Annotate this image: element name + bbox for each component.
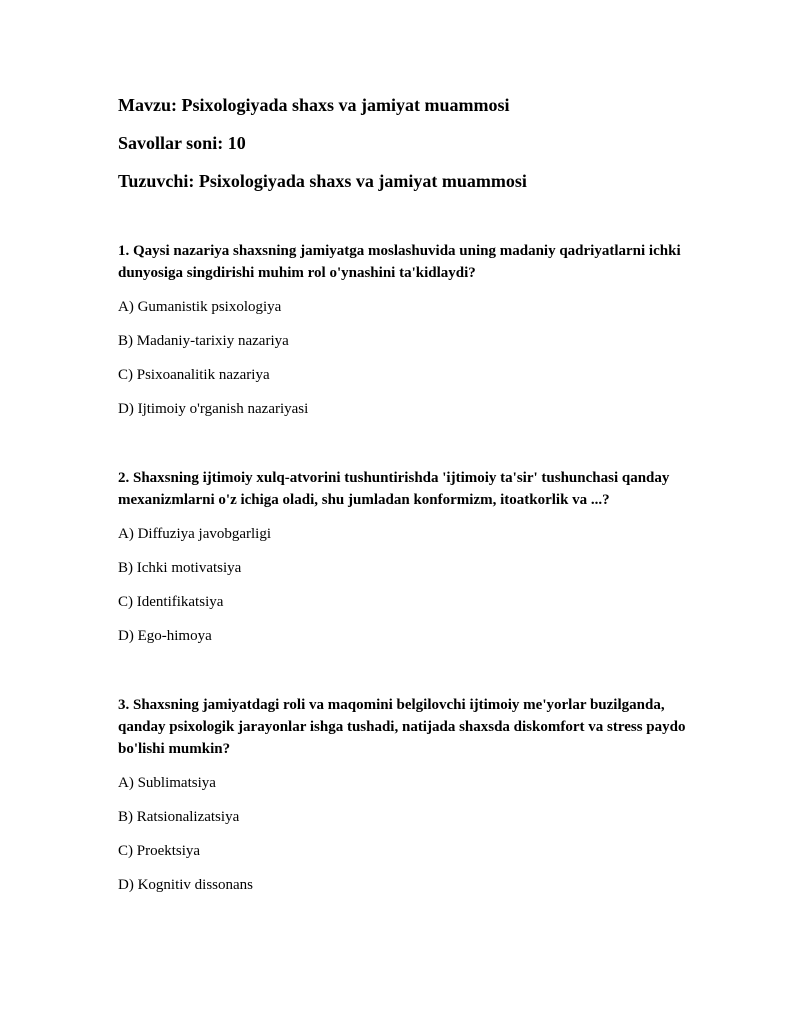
topic-heading: Mavzu: Psixologiyada shaxs va jamiyat muammosi (118, 95, 510, 115)
question-text: 1. Qaysi nazariya shaxsning jamiyatga moslashuvida uning madaniy qadriyatlarni ichki dunyosiga singdirishi muhim rol o'ynashini ta'kidlaydi? (118, 243, 681, 281)
author-heading: Tuzuvchi: Psixologiyada shaxs va jamiyat muammosi (118, 171, 527, 191)
option-a: A) Diffuziya javobgarligi (118, 526, 272, 542)
option-c: C) Proektsiya (118, 843, 201, 859)
option-d: D) Ego-himoya (118, 628, 212, 644)
question-2 (118, 467, 688, 647)
option-c: C) Identifikatsiya (118, 594, 224, 610)
question-text: 3. Shaxsning jamiyatdagi roli va maqomini belgilovchi ijtimoiy me'yorlar buzilganda, qanday psixologik jarayonlar ishga tushadi, natijada shaxsda diskomfort va stress paydo bo'lishi mumkin? (118, 697, 686, 757)
option-b: B) Madaniy-tarixiy nazariya (118, 333, 289, 349)
question-text: 2. Shaxsning ijtimoiy xulq-atvorini tushuntirishda 'ijtimoiy ta'sir' tushunchasi qanday mexanizmlarni o'z ichiga oladi, shu jumladan konformizm, itoatkorlik va ...? (118, 470, 670, 508)
question-1 (118, 240, 688, 420)
document-page (118, 94, 688, 896)
option-c: C) Psixoanalitik nazariya (118, 367, 270, 383)
option-d: D) Ijtimoiy o'rganish nazariyasi (118, 401, 309, 417)
option-b: B) Ichki motivatsiya (118, 560, 242, 576)
option-d: D) Kognitiv dissonans (118, 877, 253, 893)
question-count-heading: Savollar soni: 10 (118, 133, 246, 153)
option-b: B) Ratsionalizatsiya (118, 809, 240, 825)
option-a: A) Gumanistik psixologiya (118, 299, 282, 315)
option-a: A) Sublimatsiya (118, 775, 216, 791)
question-3 (118, 694, 688, 896)
